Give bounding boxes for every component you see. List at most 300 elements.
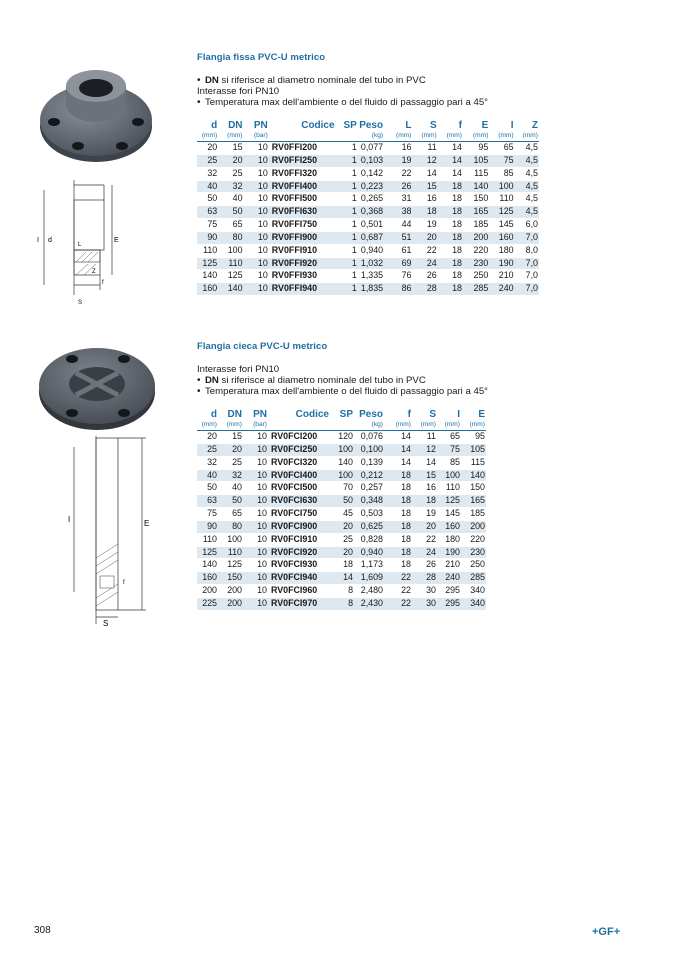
table-cell: 140 <box>197 270 218 283</box>
table-cell: 14 <box>438 154 463 167</box>
section-flangia-fissa <box>197 52 539 296</box>
table-cell: 0,265 <box>358 193 384 206</box>
spec-table <box>197 409 486 611</box>
table-cell: 140 <box>218 283 243 296</box>
unit-cell <box>336 131 358 142</box>
units-row <box>197 420 486 431</box>
unit-cell: (mm) <box>218 131 243 142</box>
column-header: PN <box>253 120 268 131</box>
table-cell: 44 <box>384 219 412 232</box>
table-cell: RV0FFI400 <box>269 180 336 193</box>
table-cell: 24 <box>412 546 437 559</box>
table-cell: 10 <box>244 257 269 270</box>
table-cell: 40 <box>218 482 243 495</box>
table-cell: 6,0 <box>515 219 539 232</box>
header-row <box>197 409 486 420</box>
table-cell: 1,173 <box>354 559 384 572</box>
table-cell: 2,480 <box>354 585 384 598</box>
table-cell: 18 <box>384 508 412 521</box>
table-cell: RV0FCI200 <box>268 431 330 444</box>
table-cell: 75 <box>437 443 461 456</box>
unit-cell: (mm) <box>461 420 486 431</box>
table-cell: 18 <box>330 559 354 572</box>
table-cell: 115 <box>461 456 486 469</box>
table-cell: 63 <box>197 495 218 508</box>
table-row <box>197 546 486 559</box>
table-row <box>197 597 486 610</box>
table-cell: RV0FCI750 <box>268 508 330 521</box>
column-header: E <box>481 120 489 131</box>
table-row <box>197 231 539 244</box>
dim-label-e: E <box>114 237 119 244</box>
table-cell: RV0FCI900 <box>268 520 330 533</box>
table-cell: 10 <box>243 495 268 508</box>
table-cell: 1 <box>336 154 358 167</box>
table-cell: 140 <box>197 559 218 572</box>
table-row <box>197 193 539 206</box>
table-cell: 250 <box>463 270 489 283</box>
table-cell: 20 <box>218 154 243 167</box>
table-cell: 95 <box>461 431 486 444</box>
table-cell: 32 <box>218 469 243 482</box>
table-cell: RV0FFI920 <box>269 257 336 270</box>
table-cell: RV0FCI970 <box>268 597 330 610</box>
gf-logo <box>592 924 626 938</box>
table-cell: 210 <box>437 559 461 572</box>
table-cell: RV0FFI200 <box>269 142 336 155</box>
table-cell: 160 <box>197 572 218 585</box>
flange-fixed-drawing <box>34 180 154 310</box>
table-cell: 10 <box>243 508 268 521</box>
table-cell: 85 <box>437 456 461 469</box>
table-row <box>197 167 539 180</box>
unit-cell: (mm) <box>463 131 489 142</box>
table-cell: 22 <box>384 585 412 598</box>
table-cell: RV0FFI910 <box>269 244 336 257</box>
column-header: S <box>429 409 436 420</box>
unit-cell: (mm) <box>412 420 437 431</box>
table-cell: 140 <box>461 469 486 482</box>
table-cell: 22 <box>384 572 412 585</box>
table-cell: 1,609 <box>354 572 384 585</box>
table-cell: 16 <box>412 482 437 495</box>
dim-label-s: S <box>103 619 109 628</box>
table-cell: 10 <box>244 180 269 193</box>
notes <box>197 364 539 397</box>
column-header: d <box>211 120 218 131</box>
table-cell: 12 <box>412 154 437 167</box>
table-cell: 95 <box>463 142 489 155</box>
table-cell: 32 <box>218 180 243 193</box>
table-cell: 0,940 <box>358 244 384 257</box>
unit-cell: (kg) <box>358 131 384 142</box>
table-cell: 0,625 <box>354 520 384 533</box>
dim-label-z: Z <box>92 269 96 275</box>
table-cell: 16 <box>412 193 437 206</box>
unit-cell <box>268 420 330 431</box>
table-cell: 7,0 <box>515 270 539 283</box>
flange-blind-drawing <box>60 432 160 632</box>
table-cell: 32 <box>197 167 218 180</box>
table-cell: 100 <box>330 443 354 456</box>
dim-label-i: I <box>68 515 71 524</box>
column-header: DN <box>227 409 242 420</box>
table-cell: 25 <box>197 443 218 456</box>
table-cell: 145 <box>489 219 514 232</box>
table-cell: 150 <box>461 482 486 495</box>
table-cell: 10 <box>243 572 268 585</box>
table-cell: 75 <box>197 508 218 521</box>
note-bold: DN <box>205 75 219 86</box>
table-cell: RV0FCI910 <box>268 533 330 546</box>
table-cell: 1 <box>336 219 358 232</box>
column-header: I <box>510 120 514 131</box>
table-cell: 75 <box>489 154 514 167</box>
table-cell: 220 <box>461 533 486 546</box>
table-cell: 230 <box>463 257 489 270</box>
table-cell: 20 <box>412 520 437 533</box>
table-cell: 16 <box>384 142 412 155</box>
table-cell: 240 <box>489 283 514 296</box>
table-cell: 24 <box>412 257 437 270</box>
table-cell: 63 <box>197 206 218 219</box>
table-cell: RV0FCI630 <box>268 495 330 508</box>
table-cell: 18 <box>384 482 412 495</box>
table-cell: 10 <box>244 219 269 232</box>
table-cell: 125 <box>218 559 243 572</box>
table-cell: 10 <box>244 154 269 167</box>
table-cell: 30 <box>412 597 437 610</box>
table-cell: 190 <box>489 257 514 270</box>
table-cell: 105 <box>463 154 489 167</box>
column-header: Peso <box>359 409 383 420</box>
spec-table <box>197 120 539 296</box>
table-cell: 51 <box>384 231 412 244</box>
table-cell: 1 <box>336 167 358 180</box>
table-cell: 115 <box>463 167 489 180</box>
logo-text: +GF+ <box>592 926 621 938</box>
flange-fixed-photo <box>34 66 154 166</box>
table-cell: 70 <box>330 482 354 495</box>
table-cell: 10 <box>243 456 268 469</box>
units-row <box>197 131 539 142</box>
table-cell: 14 <box>412 167 437 180</box>
table-cell: 15 <box>412 469 437 482</box>
table-row <box>197 244 539 257</box>
table-cell: 10 <box>243 597 268 610</box>
table-cell: 19 <box>384 154 412 167</box>
table-row <box>197 482 486 495</box>
table-cell: 10 <box>244 167 269 180</box>
table-cell: 10 <box>244 193 269 206</box>
table-cell: 1 <box>336 193 358 206</box>
table-cell: 22 <box>412 533 437 546</box>
table-cell: 145 <box>437 508 461 521</box>
table-cell: 18 <box>438 257 463 270</box>
note-text: Interasse fori PN10 <box>197 86 280 97</box>
table-cell: 125 <box>218 270 243 283</box>
note-bold: DN <box>205 375 219 386</box>
note-3 <box>197 386 539 397</box>
table-cell: 10 <box>244 270 269 283</box>
table-cell: 0,501 <box>358 219 384 232</box>
dim-label-l: L <box>78 242 82 248</box>
table-cell: 4,5 <box>515 142 539 155</box>
table-cell: 22 <box>384 167 412 180</box>
table-cell: 15 <box>218 431 243 444</box>
table-cell: 4,5 <box>515 154 539 167</box>
dim-label-i: I <box>37 237 39 244</box>
table-cell: 18 <box>384 495 412 508</box>
unit-cell: (mm) <box>384 131 412 142</box>
table-cell: 65 <box>437 431 461 444</box>
table-cell: 40 <box>197 469 218 482</box>
table-cell: 0,100 <box>354 443 384 456</box>
table-cell: RV0FCI930 <box>268 559 330 572</box>
table-cell: 32 <box>197 456 218 469</box>
table-cell: 50 <box>197 482 218 495</box>
dim-label-f: f <box>102 280 104 286</box>
table-cell: 100 <box>218 533 243 546</box>
table-cell: 110 <box>197 244 218 257</box>
table-row <box>197 533 486 546</box>
table-cell: 69 <box>384 257 412 270</box>
table-cell: 65 <box>218 219 243 232</box>
table-cell: 86 <box>384 283 412 296</box>
table-cell: 11 <box>412 142 437 155</box>
table-cell: 240 <box>437 572 461 585</box>
table-cell: 7,0 <box>515 283 539 296</box>
table-cell: 110 <box>197 533 218 546</box>
table-cell: 18 <box>384 520 412 533</box>
table-cell: RV0FFI250 <box>269 154 336 167</box>
table-cell: 18 <box>438 283 463 296</box>
table-cell: 40 <box>197 180 218 193</box>
table-cell: 160 <box>489 231 514 244</box>
table-cell: 10 <box>244 231 269 244</box>
table-cell: 110 <box>218 546 243 559</box>
table-cell: 0,257 <box>354 482 384 495</box>
table-cell: 0,503 <box>354 508 384 521</box>
table-cell: 20 <box>330 546 354 559</box>
table-cell: 65 <box>489 142 514 155</box>
table-cell: 0,348 <box>354 495 384 508</box>
table-cell: 7,0 <box>515 257 539 270</box>
table-cell: 10 <box>243 520 268 533</box>
table-cell: 210 <box>489 270 514 283</box>
unit-cell: (mm) <box>218 420 243 431</box>
table-cell: 200 <box>461 520 486 533</box>
section-title: Flangia cieca PVC-U metrico <box>197 341 328 352</box>
table-cell: 10 <box>243 469 268 482</box>
dim-label-e: E <box>144 519 150 528</box>
table-cell: 10 <box>244 206 269 219</box>
note-2 <box>197 375 539 386</box>
table-cell: 18 <box>438 206 463 219</box>
table-cell: 125 <box>437 495 461 508</box>
column-header: S <box>430 120 437 131</box>
table-cell: 40 <box>218 193 243 206</box>
unit-cell <box>269 131 336 142</box>
table-cell: RV0FFI500 <box>269 193 336 206</box>
note-3 <box>197 97 539 108</box>
note-1 <box>197 75 539 86</box>
table-cell: 18 <box>412 206 437 219</box>
table-cell: 28 <box>412 572 437 585</box>
table-cell: 125 <box>197 257 218 270</box>
table-cell: 110 <box>437 482 461 495</box>
table-cell: 8 <box>330 585 354 598</box>
table-row <box>197 283 539 296</box>
table-cell: 18 <box>438 219 463 232</box>
table-cell: 18 <box>438 231 463 244</box>
table-cell: 105 <box>461 443 486 456</box>
table-cell: 165 <box>461 495 486 508</box>
table-cell: 18 <box>438 180 463 193</box>
column-header: PN <box>253 409 267 420</box>
table-cell: 295 <box>437 597 461 610</box>
table-cell: 125 <box>489 206 514 219</box>
table-cell: 20 <box>330 520 354 533</box>
table-row <box>197 559 486 572</box>
unit-cell: (mm) <box>412 131 437 142</box>
table-cell: 19 <box>412 219 437 232</box>
table-cell: 65 <box>218 508 243 521</box>
table-cell: 190 <box>437 546 461 559</box>
table-cell: 100 <box>330 469 354 482</box>
column-header: Peso <box>359 120 384 131</box>
table-cell: 225 <box>197 597 218 610</box>
table-cell: 22 <box>412 244 437 257</box>
table-cell: 50 <box>218 206 243 219</box>
table-cell: 18 <box>384 469 412 482</box>
table-cell: 18 <box>384 533 412 546</box>
table-cell: 14 <box>330 572 354 585</box>
table-cell: 18 <box>438 193 463 206</box>
section-flangia-cieca <box>197 341 539 611</box>
table-cell: 10 <box>244 244 269 257</box>
table-row <box>197 456 486 469</box>
note-2 <box>197 86 539 97</box>
table-cell: 90 <box>197 231 218 244</box>
table-cell: 285 <box>461 572 486 585</box>
table-cell: 11 <box>412 431 437 444</box>
table-cell: 4,5 <box>515 206 539 219</box>
table-cell: 38 <box>384 206 412 219</box>
table-cell: 1 <box>336 244 358 257</box>
table-cell: 1 <box>336 142 358 155</box>
table-cell: 18 <box>384 546 412 559</box>
table-cell: 1,032 <box>358 257 384 270</box>
table-row <box>197 206 539 219</box>
table-cell: 25 <box>218 456 243 469</box>
table-cell: 1 <box>336 283 358 296</box>
table-cell: 18 <box>384 559 412 572</box>
note-text: Interasse fori PN10 <box>197 364 280 375</box>
table-cell: RV0FCI320 <box>268 456 330 469</box>
table-cell: 19 <box>412 508 437 521</box>
table-cell: 76 <box>384 270 412 283</box>
table-cell: 18 <box>438 270 463 283</box>
table-cell: 8,0 <box>515 244 539 257</box>
table-cell: 220 <box>463 244 489 257</box>
table-cell: 18 <box>412 495 437 508</box>
table-cell: 0,368 <box>358 206 384 219</box>
unit-cell: (bar) <box>243 420 268 431</box>
column-header: DN <box>228 120 243 131</box>
table-cell: 26 <box>412 559 437 572</box>
table-cell: 22 <box>384 597 412 610</box>
table-cell: 1 <box>336 231 358 244</box>
section-title: Flangia fissa PVC-U metrico <box>197 52 326 63</box>
table-cell: 10 <box>244 283 269 296</box>
table-cell: 150 <box>218 572 243 585</box>
column-header: Z <box>531 120 538 131</box>
table-cell: 250 <box>461 559 486 572</box>
table-row <box>197 572 486 585</box>
column-header: E <box>478 409 485 420</box>
table-row <box>197 585 486 598</box>
table-cell: 150 <box>463 193 489 206</box>
column-header: f <box>458 120 462 131</box>
table-cell: 25 <box>218 167 243 180</box>
header-row <box>197 120 539 131</box>
table-cell: 200 <box>218 597 243 610</box>
table-cell: 200 <box>463 231 489 244</box>
table-cell: RV0FFI320 <box>269 167 336 180</box>
table-cell: 180 <box>489 244 514 257</box>
table-row <box>197 270 539 283</box>
table-cell: 14 <box>384 431 412 444</box>
table-row <box>197 180 539 193</box>
column-header: SP <box>339 409 353 420</box>
table-cell: 26 <box>384 180 412 193</box>
table-cell: 0,687 <box>358 231 384 244</box>
table-cell: 185 <box>461 508 486 521</box>
table-cell: 45 <box>330 508 354 521</box>
page-number: 308 <box>34 925 51 936</box>
table-cell: 61 <box>384 244 412 257</box>
note-text: Temperatura max dell'ambiente o del fluido di passaggio pari a 45° <box>205 97 488 108</box>
table-cell: RV0FFI900 <box>269 231 336 244</box>
table-cell: 0,142 <box>358 167 384 180</box>
table-cell: 1,835 <box>358 283 384 296</box>
table-cell: 20 <box>218 443 243 456</box>
table-cell: 1 <box>336 206 358 219</box>
table-cell: 10 <box>243 443 268 456</box>
table-cell: 50 <box>197 193 218 206</box>
table-cell: 26 <box>412 270 437 283</box>
table-cell: 10 <box>243 559 268 572</box>
dim-label-d: d <box>48 237 52 244</box>
table-cell: 25 <box>330 533 354 546</box>
table-cell: 285 <box>463 283 489 296</box>
table-cell: 0,940 <box>354 546 384 559</box>
unit-cell: (mm) <box>437 420 461 431</box>
column-header: L <box>405 120 412 131</box>
table-cell: 0,828 <box>354 533 384 546</box>
note-text: si riferisce al diametro nominale del tubo in PVC <box>218 375 426 386</box>
table-cell: RV0FCI920 <box>268 546 330 559</box>
column-header: Codice <box>295 409 329 420</box>
table-cell: 2,430 <box>354 597 384 610</box>
table-cell: 160 <box>197 283 218 296</box>
unit-cell: (bar) <box>244 131 269 142</box>
dim-label-f: f <box>123 580 125 586</box>
table-cell: 4,5 <box>515 193 539 206</box>
table-cell: RV0FFI940 <box>269 283 336 296</box>
unit-cell: (mm) <box>438 131 463 142</box>
